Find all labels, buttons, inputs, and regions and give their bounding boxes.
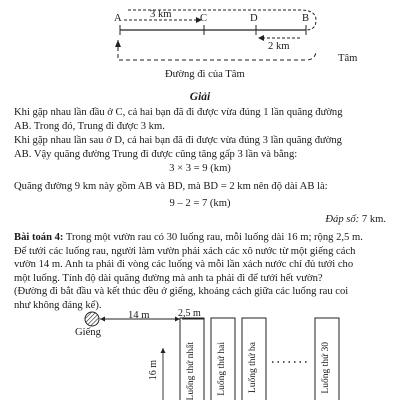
arrow-2km-head (258, 35, 264, 41)
text-line: Khi gặp nhau lần đầu ở C, cả hai bạn đã đi được vừa đúng 1 lần quãng đường (14, 107, 343, 118)
problem-label: Bài toán 4: (14, 232, 64, 243)
bed-1-label: Luống thứ nhất (186, 342, 196, 400)
text-line: như không đáng kể). (14, 299, 102, 311)
text-line: Quãng đường 9 km này gồm AB và BD, mà BD = 2 km nên độ dài AB là: (14, 181, 328, 192)
bed-3-label: Luống thứ ba (248, 342, 258, 394)
well-icon (85, 312, 99, 326)
label-16m: 16 m (148, 360, 159, 381)
solution-paragraph-2 (14, 134, 386, 161)
label-3km: 3 km (150, 9, 172, 20)
answer-label: Đáp số: (325, 214, 360, 225)
text-line (14, 231, 386, 245)
text-line: (Đường đi bắt đầu và kết thúc đều ở giếng, khoảng cách giữa các luống rau coi (14, 286, 349, 298)
answer-line (325, 214, 386, 225)
garden-diagram (0, 310, 400, 400)
solution-paragraph-1 (14, 106, 386, 133)
formula-1: 3 × 3 = 9 (km) (169, 163, 231, 174)
text-line: AB. Trong đó, Trung đi được 3 km. (14, 120, 165, 132)
text-line: Khi gặp nhau lần sau ở D, cả hai bạn đã đi được vừa đúng 3 lần quãng đường (14, 135, 342, 146)
label-14m: 14 m (128, 310, 150, 321)
diagram-caption: Đường đi của Tâm (165, 69, 245, 80)
label-c: C (200, 13, 208, 24)
label-25m: 2,5 m (178, 308, 201, 319)
label-b: B (302, 13, 310, 24)
label-d: D (250, 13, 258, 24)
dim-16m-head (161, 348, 166, 353)
tam-path-head (115, 40, 121, 47)
well-label: Giếng (75, 327, 101, 338)
dim-14m-head-left (100, 317, 105, 322)
problem-text: Trong một vườn rau có 30 luống rau, mỗi luống dài 16 m; rộng 2,5 m. (63, 232, 363, 243)
text-line: AB. Vậy quãng đường Trung đi được cũng tăng gấp 3 lần và bằng: (14, 148, 298, 160)
solution-heading: Giải (189, 91, 211, 103)
label-tam: Tâm (338, 53, 358, 64)
label-a: A (114, 13, 122, 24)
label-2km: 2 km (268, 41, 290, 52)
solution-paragraph-3 (14, 180, 386, 194)
text-line: Để tưới các luống rau, người làm vườn phải xách các xô nước từ một giếng cách (14, 245, 356, 257)
problem-4 (14, 231, 386, 313)
formula-2: 9 – 2 = 7 (km) (169, 198, 231, 209)
text-line: vườn 14 m. Anh ta phải đi vòng các luống và mỗi lần xách nước chỉ đủ tưới cho (14, 259, 354, 271)
text-line: một luống. Tính độ dài quãng đường mà anh ta phải đi để tưới hết vườn? (14, 272, 323, 284)
bed-2-label: Luống thứ hai (217, 342, 227, 396)
answer-value: 7 km. (359, 214, 386, 225)
bed-30-label: Luống thứ 30 (321, 342, 331, 394)
